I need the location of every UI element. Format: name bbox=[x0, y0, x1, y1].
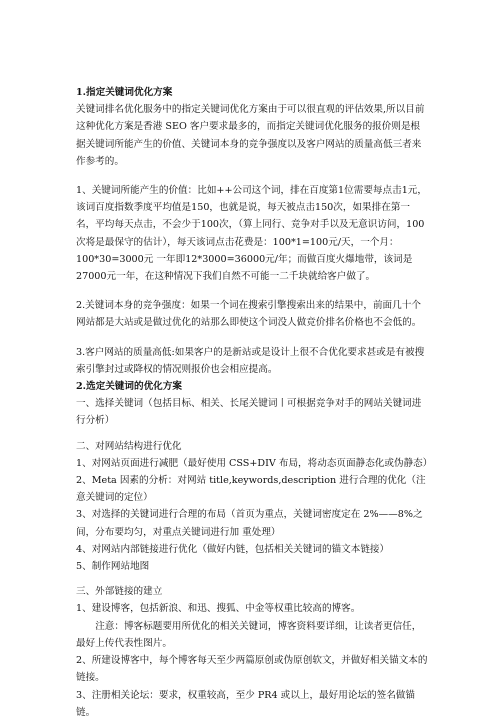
structure-item-1: 1、对网站页面进行减肥（最好使用 CSS+DIV 布局，将动态页面静态化或伪静态） bbox=[76, 457, 433, 469]
section-2-subheading-2: 二、对网站结构进行优化 bbox=[76, 440, 182, 452]
structure-item-4: 4、对网站内部链接进行优化（做好内链，包括相关关键词的锚文本链接） bbox=[76, 543, 390, 555]
structure-item-3: 3、对选择的关键词进行合理的布局（首页为重点，关键词密度定在 2%——8%之间，分布要均匀，对重点关键词进行加 重处理） bbox=[76, 509, 423, 538]
document-body bbox=[76, 84, 433, 721]
external-link-item-1: 1、建设博客，包括新浪、和迅、搜狐、中金等权重比较高的博客。 bbox=[76, 603, 361, 615]
external-link-note: 注意：博客标题要用所优化的相关关键词，博客资料要详细，让读者更信任，最好上传代表性图片。 bbox=[76, 620, 422, 649]
structure-item-2: 2、Meta 因素的分析：对网站 title,keywords,description 进行合理的优化（注意关键词的定位） bbox=[76, 475, 426, 504]
external-link-item-2: 2、所建设博客中，每个博客每天至少两篇原创或伪原创软文，并做好相关锚文本的链接。 bbox=[76, 655, 428, 684]
external-link-item-3: 3、注册相关论坛：要求，权重较高，至少 PR4 或以上，最好用论坛的签名做锚链。 bbox=[76, 689, 415, 718]
section-1-point-2: 2.关键词本身的竞争强度：如果一个词在搜索引擎搜索出来的结果中，前面几十个网站都是大站或是做过优化的站那么即使这个词没人做竞价排名价格也不会低的。 bbox=[76, 300, 422, 329]
section-2-subheading-3: 三、外部链接的建立 bbox=[76, 586, 163, 598]
section-2-heading: 2.选定关键词的优化方案 bbox=[76, 381, 182, 393]
section-2-subheading-1: 一、选择关键词（包括目标、相关、长尾关键词丨可根据竞争对手的网站关键词进行分析） bbox=[76, 398, 422, 427]
section-1-point-3: 3.客户网站的质量高低:如果客户的是新站或是设计上很不合优化要求甚或是有被搜索引擎封过或降权的情况则报价也会相应提高。 bbox=[76, 346, 425, 375]
section-1-intro: 关键词排名优化服务中的指定关键词优化方案由于可以很直观的评估效果,所以目前这种优化方案是香港 SEO 客户要求最多的，而指定关键词优化服务的报价则是根据关键词所能产生的价值、关键词本身的竞争强度以及客户网站的质量高低三者来作参考的。 bbox=[76, 104, 425, 167]
section-1-heading: 1.指定关键词优化方案 bbox=[76, 87, 173, 98]
structure-item-5: 5、制作网站地图 bbox=[76, 561, 150, 573]
section-1-point-1: 1、关键词所能产生的价值：比如++公司这个词，排在百度第1位需要每点击1元，该词百度指数季度平均值是150，也就是说，每天被点击150次，如果排在第一名，平均每天点击，不会少于100次，（算上同行、竞争对手以及无意识访问，100次将是最保守的估计），每天该词点击花费是：100*1=100元/天，一个月：100*30=3000元 一年即12*3000=36000元/年；而做百度火爆地带，该词是27000元一年，在这种情况下我们自然不可能一二千块就给客户做了。 bbox=[76, 185, 427, 283]
